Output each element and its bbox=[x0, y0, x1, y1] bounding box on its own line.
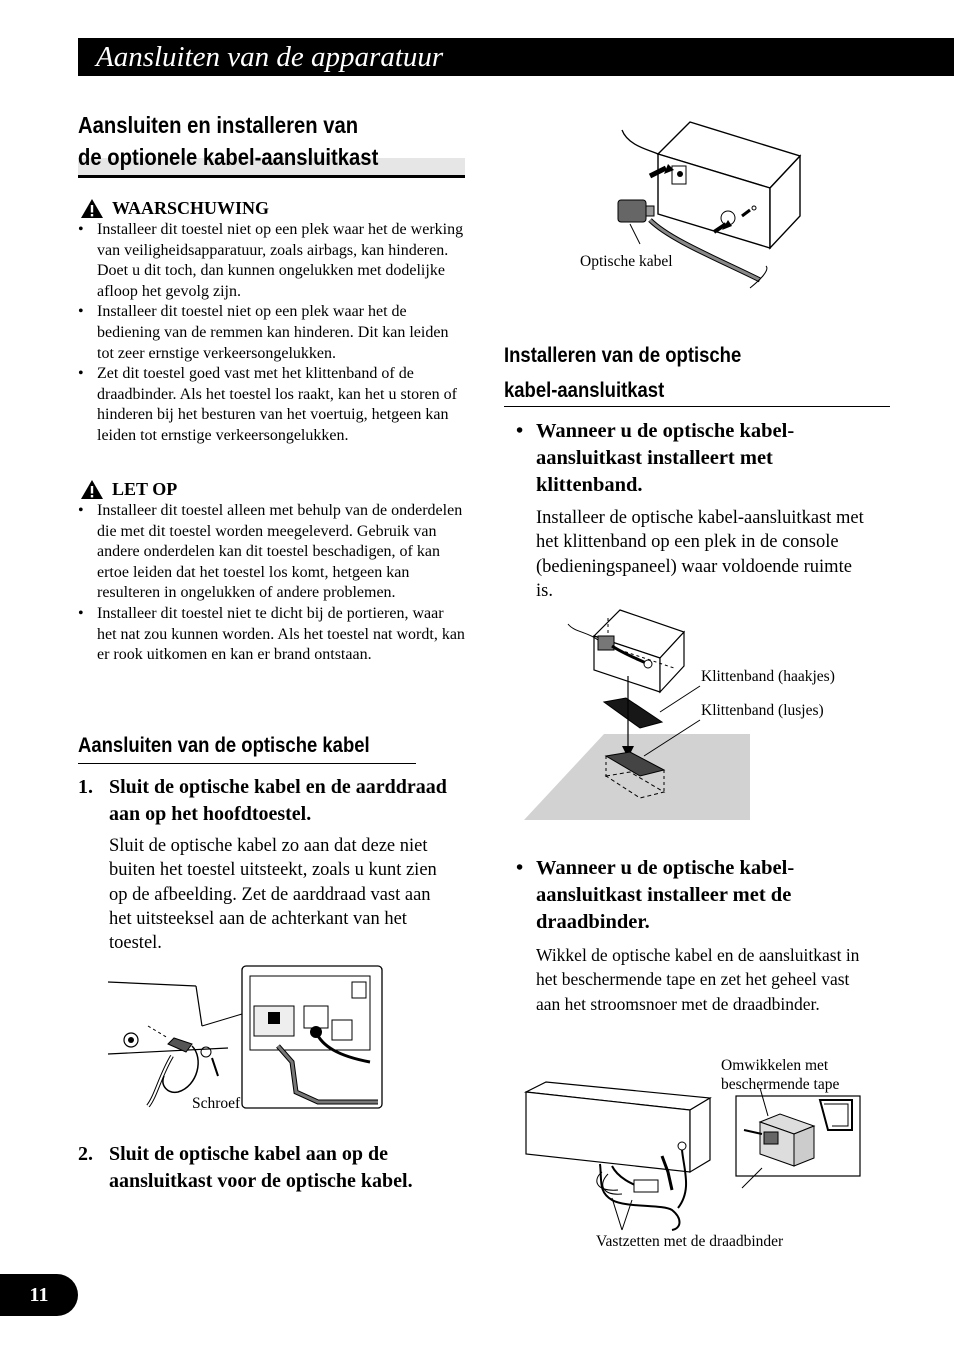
warning-triangle-icon bbox=[80, 479, 104, 500]
step1-body: Sluit de optische kabel zo aan dat deze niet buiten het toestel uitsteekt, zoals u kunt zien op de afbeelding. Zet de aarddraad vast aan het uitsteeksel aan de achterkant van het toestel. bbox=[109, 836, 437, 954]
screw-label: Schroef bbox=[192, 1095, 241, 1112]
page-number: 11 bbox=[0, 1274, 78, 1316]
bullet2-marker: • bbox=[516, 857, 524, 879]
step1-title: Sluit de optische kabel en de aarddraad aan op het hoofdtoestel. bbox=[109, 776, 447, 825]
warning-item: • Installeer dit toestel niet op een plek waar het de werking van veiligheidsapparatuur, zoals airbags, kan hinderen. Doet u dit toch, dan kunnen ongelukken met dodelijke afloop het gevolg zijn. bbox=[78, 220, 466, 302]
cable-tie-figure bbox=[522, 1080, 862, 1232]
wrap-tape-label-line1: Omwikkelen met bbox=[721, 1057, 829, 1074]
caution-item: • Installeer dit toestel alleen met behulp van de onderdelen die met dit toestel worden meegeleverd. Gebruik van andere onderdelen kan dit toestel beschadigen, of kan ertoe leiden dat het toestel los komt, hetgeen kan resulteren in ongelukken of andere problemen. bbox=[78, 501, 466, 604]
bullet1-title: Wanneer u de optische kabel-aansluitkast installeert met klittenband. bbox=[536, 420, 795, 496]
cable-section-title: Aansluiten van de optische kabel bbox=[78, 734, 370, 757]
warning-triangle-icon bbox=[80, 198, 104, 219]
step2-title: Sluit de optische kabel aan op de aansluitkast voor de optische kabel. bbox=[109, 1143, 413, 1192]
warning-heading bbox=[80, 197, 269, 219]
section-title-line1: Aansluiten en installeren van bbox=[78, 112, 359, 138]
bullet1-body: Installeer de optische kabel-aansluitkast met het klittenband op een plek in de console (bedieningspaneel) waar voldoende ruimte is. bbox=[536, 508, 864, 601]
bullet1-marker: • bbox=[516, 420, 524, 442]
section-title-line2: de optionele kabel-aansluitkast bbox=[78, 144, 379, 170]
caution-heading bbox=[80, 478, 177, 500]
warning-item: • Zet dit toestel goed vast met het klittenband of de draadbinder. Als het toestel los raakt, kan het u storen of hinderen bij het besturen van het voertuig, hetgeen kan leiden tot ernstige verkeersongelukken. bbox=[78, 364, 466, 446]
wrap-tape-label-line2: beschermende tape bbox=[721, 1076, 840, 1093]
caution-item: • Installeer dit toestel niet te dicht bij de portieren, waar het nat zou kunnen worden. Als het toestel nat wordt, kan er rook uitkomen en kan er brand ontstaan. bbox=[78, 604, 466, 666]
step2-number: 2. bbox=[78, 1143, 93, 1165]
bullet2-body: Wikkel de optische kabel en de aansluitkast in het beschermende tape en zet het geheel vast aan het stroomsnoer met de draadbinder. bbox=[536, 945, 860, 1014]
cable-section-rule bbox=[78, 763, 416, 764]
bullet2-title: Wanneer u de optische kabel-aansluitkast installeer met de draadbinder. bbox=[536, 857, 795, 933]
caution-heading-text: LET OP bbox=[112, 479, 178, 499]
optical-cable-label: Optische kabel bbox=[580, 253, 673, 270]
section-title-rule bbox=[78, 175, 465, 178]
main-unit-connection-figure bbox=[108, 966, 388, 1112]
install-section-title-line1: Installeren van de optische bbox=[504, 344, 742, 367]
velcro-loops-label: Klittenband (lusjes) bbox=[701, 702, 824, 719]
junction-box-figure bbox=[610, 120, 810, 300]
warning-heading-text: WAARSCHUWING bbox=[112, 198, 270, 218]
warning-list bbox=[78, 220, 466, 447]
cable-tie-label: Vastzetten met de draadbinder bbox=[596, 1233, 784, 1250]
step1-number: 1. bbox=[78, 776, 93, 798]
page-header-title: Aansluiten van de apparatuur bbox=[96, 41, 444, 73]
caution-list bbox=[78, 501, 466, 666]
velcro-hooks-label: Klittenband (haakjes) bbox=[701, 668, 835, 685]
install-section-title-line2: kabel-aansluitkast bbox=[504, 379, 665, 402]
warning-item: • Installeer dit toestel niet op een plek waar het de bediening van de remmen kan hinderen. Dit kan leiden tot zeer ernstige verkeersongelukken. bbox=[78, 302, 466, 364]
install-section-rule bbox=[504, 406, 890, 407]
